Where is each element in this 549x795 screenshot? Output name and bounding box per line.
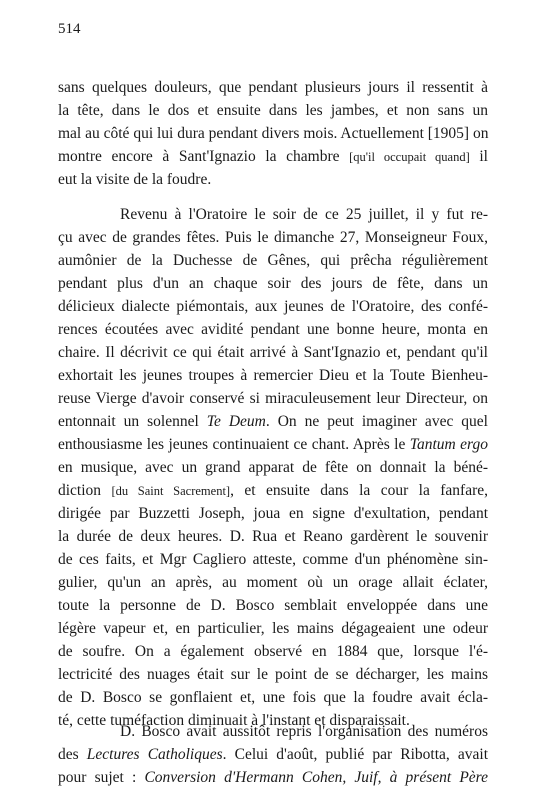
text-line: aumônier de la Duchesse de Gênes, qui prêcha régulièrement bbox=[58, 252, 488, 269]
italic-phrase: Tantum ergo bbox=[409, 436, 488, 453]
text-line: en musique, avec un grand apparat de fête on donnait la béné- bbox=[58, 459, 488, 476]
editorial-insert: [qu'il occupait quand] bbox=[349, 150, 470, 164]
text-line: la tête, dans le dos et ensuite dans les jambes, et non sans un bbox=[58, 102, 488, 119]
text-line bbox=[58, 745, 488, 764]
text-span: montre encore à Sant'Ignazio la chambre bbox=[58, 148, 340, 165]
text-line bbox=[58, 435, 488, 454]
text-line: exhortait les jeunes troupes à remercier Dieu et la Toute Bienheu- bbox=[58, 367, 488, 384]
text-line: dirigée par Buzzetti Joseph, joua en signe d'exultation, pendant bbox=[58, 505, 488, 522]
text-span: , et ensuite dans la cour la fanfare, bbox=[230, 482, 489, 499]
text-line: Revenu à l'Oratoire le soir de ce 25 juillet, il y fut re- bbox=[120, 206, 488, 223]
italic-phrase: Lectures Catholiques bbox=[86, 746, 223, 763]
text-span: pour sujet : bbox=[58, 769, 137, 786]
text-line: légère vapeur et, en particulier, les mains dégageaient une odeur bbox=[58, 620, 488, 637]
text-line: rences écoutées avec avidité pendant une bonne heure, monta en bbox=[58, 321, 488, 338]
page-number: 514 bbox=[58, 21, 81, 37]
text-line: de soufre. On a également observé en 1884 que, lorsque l'é- bbox=[58, 643, 488, 660]
text-line: chaire. Il décrivit ce qui était arrivé à Sant'Ignazio et, pendant qu'il bbox=[58, 344, 488, 361]
text-line: toute la personne de D. Bosco semblait enveloppée dans une bbox=[58, 597, 488, 614]
text-span: . On ne peut imaginer avec quel bbox=[265, 413, 488, 430]
text-line: la durée de deux heures. D. Rua et Reano gardèrent le souvenir bbox=[58, 528, 488, 545]
text-line bbox=[58, 147, 488, 167]
text-line: reuse Vierge d'avoir conservé si miraculeusement leur Directeur, on bbox=[58, 390, 488, 407]
text-line: mal au côté qui lui dura pendant divers mois. Actuellement [1905] on bbox=[58, 125, 489, 142]
text-span: D. Bosco avait aussitôt repris l'organisation des numéros bbox=[120, 723, 488, 740]
italic-phrase: Te Deum bbox=[206, 413, 266, 430]
text-line: gulier, qu'un an après, au moment où un orage allait éclater, bbox=[58, 574, 488, 591]
text-span: enthousiasme les jeunes continuaient ce chant. Après le bbox=[58, 436, 406, 453]
text-span: diction bbox=[58, 482, 102, 499]
text-line: de D. Bosco se gonflaient et, une fois que la foudre avait écla- bbox=[58, 689, 488, 706]
text-line: pendant plus d'un an chaque soir des jours de fête, dans un bbox=[58, 275, 488, 292]
text-span: des bbox=[58, 746, 79, 763]
editorial-insert: [du Saint Sacrement] bbox=[111, 484, 231, 498]
text-line: çu avec de grandes fêtes. Puis le dimanche 27, Monseigneur Foux, bbox=[58, 229, 488, 246]
text-line bbox=[58, 412, 488, 431]
text-line: sans quelques douleurs, que pendant plusieurs jours il ressentit à bbox=[58, 79, 488, 96]
text-line: lectricité des nuages était sur le point de se décharger, les mains bbox=[58, 666, 488, 683]
italic-phrase: Conversion d'Hermann Cohen, Juif, à présent Père bbox=[144, 769, 489, 786]
text-line: de ces faits, et Mgr Cagliero atteste, comme d'un phénomène sin- bbox=[58, 551, 488, 568]
text-line bbox=[58, 481, 488, 501]
text-span: entonnait un solennel bbox=[58, 413, 199, 430]
text-line: eut la visite de la foudre. bbox=[58, 171, 212, 188]
text-line bbox=[120, 722, 488, 741]
text-line: té, cette tuméfaction diminuait à l'instant et disparaissait. bbox=[58, 712, 410, 729]
text-span: il bbox=[479, 148, 488, 165]
text-span: . Celui d'août, publié par Ribotta, avait bbox=[222, 746, 488, 763]
text-line bbox=[58, 768, 488, 787]
text-line: délicieux dialecte piémontais, aux jeunes de l'Oratoire, des confé- bbox=[58, 298, 488, 315]
